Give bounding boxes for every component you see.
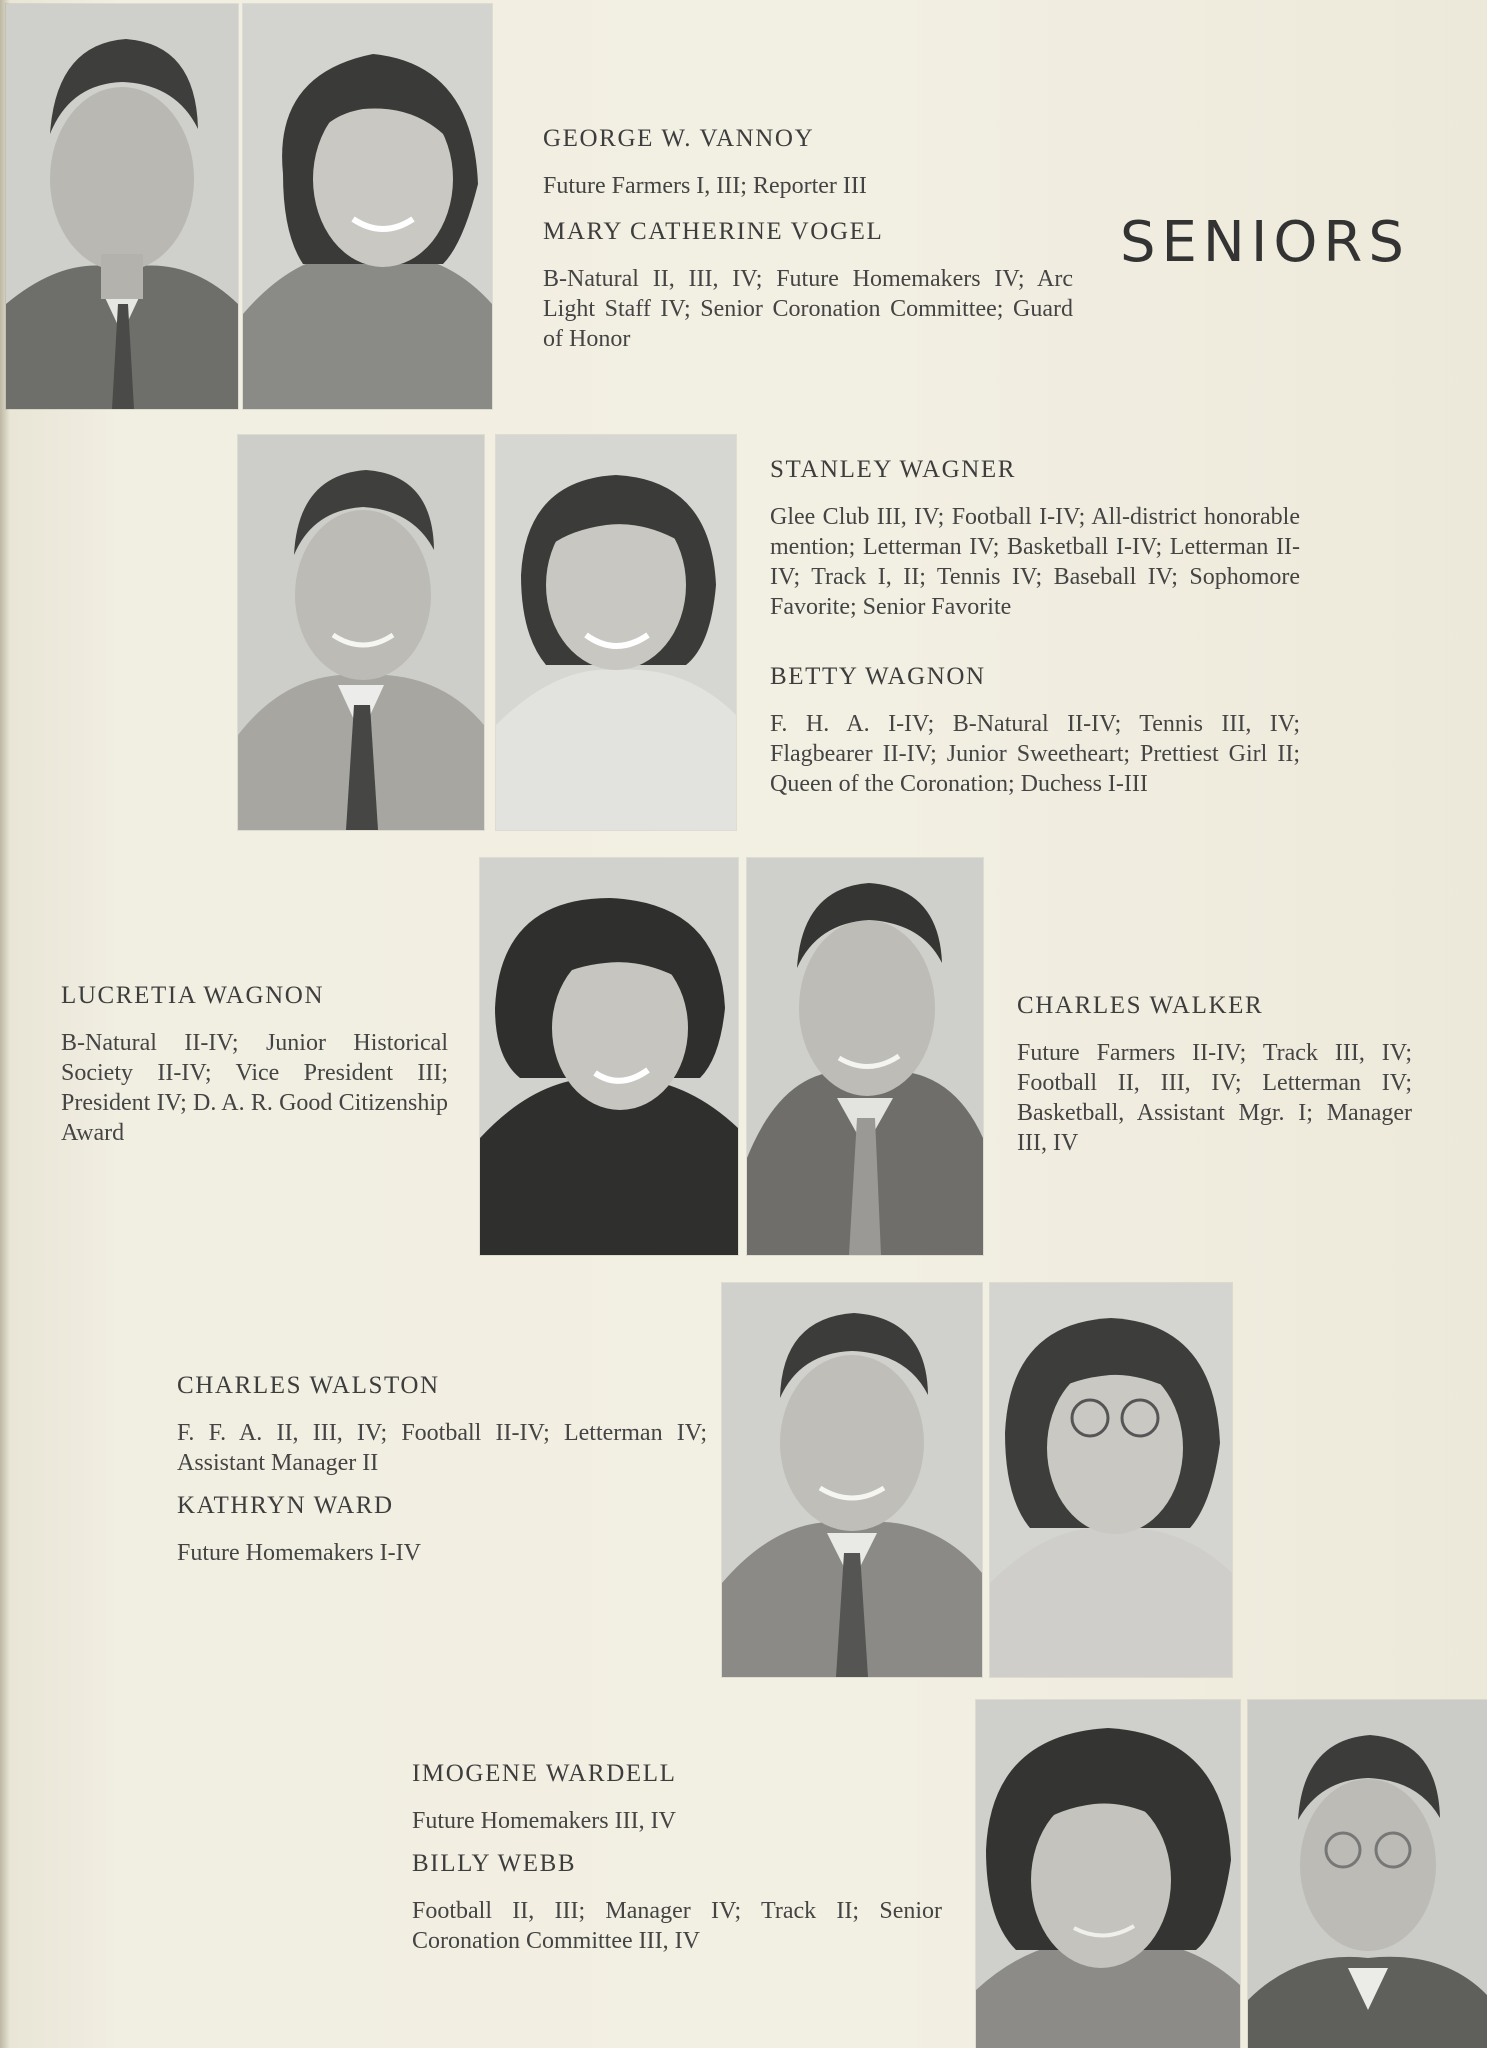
portrait-betty-wagnon <box>496 435 736 830</box>
portrait-charles-walston <box>722 1283 982 1677</box>
student-name: CHARLES WALSTON <box>177 1372 440 1399</box>
portrait-stanley-wagner <box>238 435 484 830</box>
student-name: BETTY WAGNON <box>770 663 986 690</box>
entry-kathryn-ward <box>177 1492 707 1582</box>
student-activities: Future Homemakers I-IV <box>177 1539 421 1566</box>
entry-stanley-wagner <box>770 456 1300 636</box>
student-activities: B-Natural II-IV; Junior Historical Society II-IV; Vice President III; President IV; D. A. R. Good Citizenship Award <box>61 1029 448 1146</box>
student-name: CHARLES WALKER <box>1017 992 1264 1019</box>
entry-imogene-wardell <box>412 1760 942 1850</box>
student-activities: F. H. A. I-IV; B-Natural II-IV; Tennis III, IV; Flagbearer II-IV; Junior Sweetheart; Prettiest Girl II; Queen of the Coronation; Duchess I-III <box>770 710 1300 797</box>
student-name: LUCRETIA WAGNON <box>61 982 325 1009</box>
portrait-imogene-wardell <box>976 1700 1240 2048</box>
student-activities: B-Natural II, III, IV; Future Homemakers IV; Arc Light Staff IV; Senior Coronation Committee; Guard of Honor <box>543 265 1073 352</box>
portrait-george-vannoy <box>6 4 238 409</box>
student-name: GEORGE W. VANNOY <box>543 125 815 152</box>
student-name: BILLY WEBB <box>412 1850 577 1877</box>
entry-mary-catherine-vogel <box>543 218 1073 368</box>
page-heading: SENIORS <box>1120 210 1410 275</box>
student-activities: Football II, III; Manager IV; Track II; Senior Coronation Committee III, IV <box>412 1897 942 1954</box>
student-activities: F. F. A. II, III, IV; Football II-IV; Letterman IV; Assistant Manager II <box>177 1419 707 1476</box>
portrait-lucretia-wagnon <box>480 858 738 1255</box>
student-activities: Future Farmers II-IV; Track III, IV; Football II, III, IV; Letterman IV; Basketball, Assistant Mgr. I; Manager III, IV <box>1017 1039 1412 1156</box>
entry-betty-wagnon <box>770 663 1300 813</box>
entry-charles-walker <box>1017 992 1412 1172</box>
student-activities: Future Farmers I, III; Reporter III <box>543 172 867 199</box>
entry-billy-webb <box>412 1850 942 1970</box>
student-name: KATHRYN WARD <box>177 1492 394 1519</box>
student-name: STANLEY WAGNER <box>770 456 1017 483</box>
portrait-mary-catherine-vogel <box>243 4 492 409</box>
student-activities: Future Homemakers III, IV <box>412 1807 676 1834</box>
entry-lucretia-wagnon <box>61 982 448 1162</box>
portrait-charles-walker <box>747 858 983 1255</box>
portrait-billy-webb <box>1248 1700 1487 2048</box>
portrait-kathryn-ward <box>990 1283 1232 1677</box>
entry-george-vannoy <box>543 125 1083 215</box>
student-activities: Glee Club III, IV; Football I-IV; All-district honorable mention; Letterman IV; Basketball I-IV; Letterman II-IV; Track I, II; Tennis IV; Baseball IV; Sophomore Favorite; Senior Favorite <box>770 503 1300 620</box>
student-name: IMOGENE WARDELL <box>412 1760 677 1787</box>
entry-charles-walston <box>177 1372 707 1492</box>
student-name: MARY CATHERINE VOGEL <box>543 218 884 245</box>
